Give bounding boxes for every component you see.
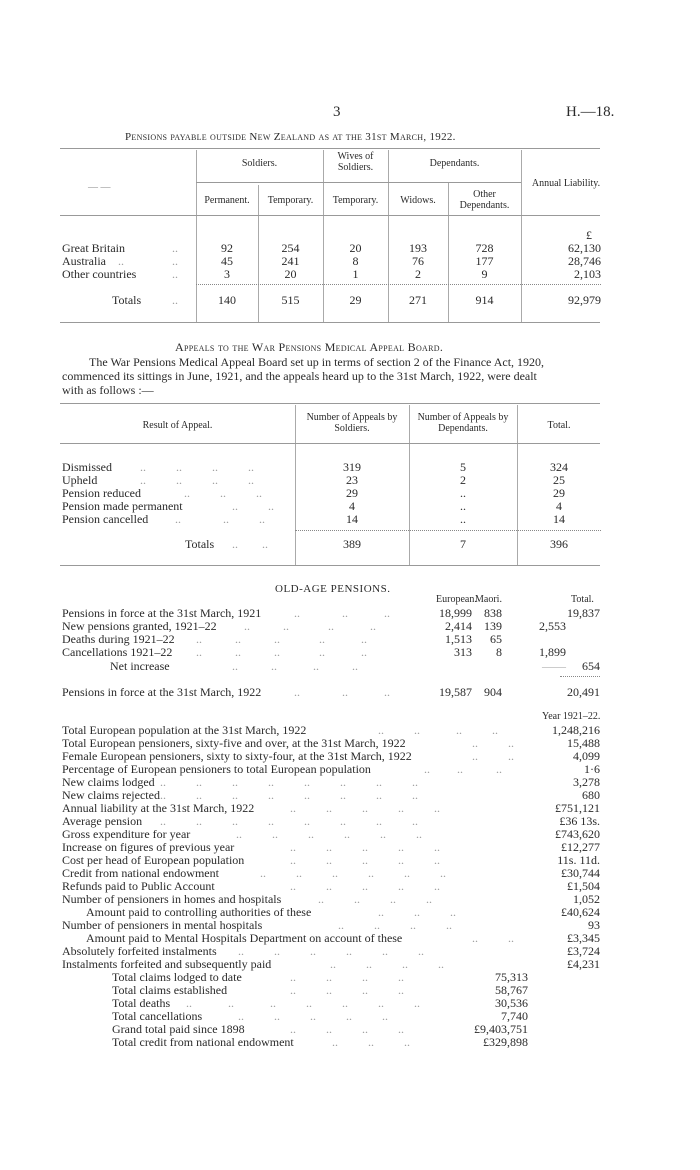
cell-temporary: 241: [281, 254, 300, 268]
cell-widows: 193: [409, 241, 427, 255]
cell-european: 18,999: [439, 606, 472, 620]
row-label: Pension made permanent: [62, 499, 183, 513]
cell-soldiers: 29: [346, 486, 358, 500]
totals-label: Totals: [185, 537, 215, 551]
list-item: New claims rejected .. .. .. .. .. .. .. .. 680: [62, 788, 600, 802]
stat-value: £36 13s.: [559, 814, 600, 828]
cell-annual: 2,103: [574, 267, 601, 281]
list-item: Credit from national endowment .. .. .. .. .. .. £30,744: [62, 866, 600, 880]
list-item: Total claims established .. .. .. .. 58,767: [112, 983, 528, 997]
stat-value: £4,231: [567, 957, 600, 971]
list-item: Gross expenditure for year .. .. .. .. .. .. £743,620: [62, 827, 600, 841]
cell-maori: 139: [484, 619, 502, 633]
stat-value: £12,277: [561, 840, 600, 854]
list-item: Annual liability at the 31st March, 1922 .. .. .. .. .. £751,121: [62, 801, 600, 815]
appeals-paragraph-line-1: The War Pensions Medical Appeal Board set up in terms of section 2 of the Finance Act, 1920,: [89, 355, 545, 369]
cell-permanent: 3: [224, 267, 230, 281]
cell-wives: 1: [352, 267, 359, 281]
table-row: Pensions in force at the 31st March, 1922 .. .. .. 19,587 904 20,491: [62, 685, 600, 699]
table-row: Net increase .. .. .. .. —— 654: [110, 659, 600, 673]
cell-other: 9: [481, 267, 488, 281]
cell-other: 177: [475, 254, 494, 268]
stat-label: Total European population at the 31st March, 1922: [62, 723, 307, 737]
cell-wives: 20: [349, 241, 362, 255]
stat-label: New claims lodged: [62, 775, 155, 789]
cell-total: 19,837: [567, 606, 600, 620]
cell-soldiers: 4: [349, 499, 355, 513]
cell-maori: 8: [496, 645, 502, 659]
total-wives: 29: [349, 293, 362, 307]
total-header: Total.: [571, 594, 594, 605]
cell-total: 324: [550, 460, 568, 474]
stat-cumulative: 58,767: [495, 983, 528, 997]
wives-group-header: Wives of Soldiers.: [337, 151, 374, 173]
list-item: Absolutely forfeited instalments .. .. .. .. .. .. £3,724: [62, 944, 600, 958]
list-item: Number of pensioners in homes and hospitals .. .. .. .. 1,052: [62, 892, 600, 906]
total-annual: 92,979: [568, 293, 601, 307]
totals-label: Totals: [112, 293, 142, 307]
cell-total: 25: [553, 473, 565, 487]
dependants-group-header: Dependants.: [429, 158, 480, 169]
stat-value: 680: [582, 788, 600, 802]
cell-european: 19,587: [439, 685, 472, 699]
stat-value: 15,488: [567, 736, 600, 750]
cell-dependants: ..: [460, 499, 466, 513]
old-age-title: OLD-AGE PENSIONS.: [275, 583, 391, 595]
annual-liability-header: Annual Liability.: [531, 178, 601, 189]
list-item: Refunds paid to Public Account .. .. .. .. .. £1,504: [62, 879, 600, 893]
cell-widows: 76: [412, 254, 424, 268]
stub-dash: — —: [88, 182, 111, 193]
appeals-title: Appeals to the War Pensions Medical Appeal Board.: [175, 340, 444, 354]
widows-header: Widows.: [400, 195, 436, 206]
pensions-outside-title: Pensions payable outside New Zealand as at the 31st March, 1922.: [125, 131, 456, 143]
row-label: New pensions granted, 1921–22: [62, 619, 217, 633]
stat-label: Grand total paid since 1898: [112, 1022, 245, 1036]
list-item: Female European pensioners, sixty to sixty-four, at the 31st March, 1922 .. .. 4,099: [62, 749, 600, 763]
table-row: Australia .. .. 45 241 8 76 177 28,746: [62, 254, 601, 268]
document-reference: H.—18.: [566, 104, 615, 120]
list-item: Percentage of European pensioners to total European population .. .. .. 1·6: [62, 762, 600, 776]
cell-total: 29: [553, 486, 565, 500]
stat-label: Instalments forfeited and subsequently paid: [62, 957, 272, 971]
cell-subtotal: 1,899: [539, 645, 566, 659]
list-item: Instalments forfeited and subsequently paid .. .. .. .. £4,231: [62, 957, 600, 971]
stat-label: Female European pensioners, sixty to sixty-four, at the 31st March, 1922: [62, 749, 412, 763]
appeals-total-header: Total.: [547, 420, 571, 431]
row-label: Pensions in force at the 31st March, 1921: [62, 606, 262, 620]
appeals-paragraph-line-3: with as follows :—: [62, 383, 154, 397]
cell-dependants: 2: [460, 473, 466, 487]
list-item: Increase on figures of previous year .. .. .. .. .. £12,277: [62, 840, 600, 854]
cell-temporary: 254: [281, 241, 300, 255]
row-label: Deaths during 1921–22: [62, 632, 175, 646]
table-row: Upheld .. .. .. .. 23 2 25: [0, 473, 700, 486]
total-permanent: 140: [218, 293, 236, 307]
stat-label: Increase on figures of previous year: [62, 840, 235, 854]
cell-maori: 65: [490, 632, 502, 646]
list-item: Total deaths .. .. .. .. .. .. .. 30,536: [112, 996, 528, 1010]
total-other: 914: [475, 293, 494, 307]
cell-total: 20,491: [567, 685, 600, 699]
result-of-appeal-header: Result of Appeal.: [142, 420, 213, 431]
stat-value: 1·6: [584, 762, 600, 776]
stat-value: £30,744: [561, 866, 600, 880]
stat-value: 1,052: [573, 892, 600, 906]
row-label: Great Britain: [62, 241, 125, 255]
table-row: Pension reduced .. .. .. 29 .. 29: [0, 486, 700, 499]
total-dependants: 7: [460, 537, 466, 551]
cell-widows: 2: [415, 267, 421, 281]
temporary-header: Temporary.: [267, 195, 314, 206]
cell-dependants: ..: [460, 486, 466, 500]
row-label: Pensions in force at the 31st March, 1922: [62, 685, 262, 699]
list-item: Grand total paid since 1898 .. .. .. .. £9,403,751: [112, 1022, 528, 1036]
list-item: Total European population at the 31st March, 1922 .. .. .. .. 1,248,216: [62, 723, 600, 737]
stat-label: Amount paid to Mental Hospitals Department on account of these: [86, 931, 403, 945]
total-soldiers: 389: [343, 537, 361, 551]
stat-value: £40,624: [561, 905, 600, 919]
row-label: Australia: [62, 254, 106, 268]
stat-value: 93: [588, 918, 600, 932]
stat-label: Total deaths: [112, 996, 171, 1010]
other-dependants-header: Other Dependants.: [459, 189, 510, 211]
list-item: Cost per head of European population .. .. .. .. .. 11s. 11d.: [62, 853, 600, 867]
stat-cumulative: 30,536: [495, 996, 528, 1010]
cell-annual: 62,130: [568, 241, 601, 255]
row-label: Cancellations 1921–22: [62, 645, 173, 659]
row-label: Other countries: [62, 267, 137, 281]
cell-european: 313: [454, 645, 472, 659]
cell-soldiers: 319: [343, 460, 361, 474]
cell-dependants: 5: [460, 460, 466, 474]
table-row: Pension cancelled .. .. .. 14 .. 14: [0, 512, 700, 525]
row-label: Upheld: [62, 473, 98, 487]
appeals-by-soldiers-header: Number of Appeals by Soldiers.: [306, 412, 398, 434]
wives-temporary-header: Temporary.: [332, 195, 379, 206]
cell-subtotal: 2,553: [539, 619, 566, 633]
stat-label: Refunds paid to Public Account: [62, 879, 215, 893]
cell-total: 14: [553, 512, 565, 526]
list-item: Total credit from national endowment .. .. .. £329,898: [112, 1035, 528, 1049]
cell-total: 4: [556, 499, 562, 513]
table-row: Deaths during 1921–22 .. .. .. .. .. 1,513 65: [62, 632, 502, 646]
table-row: New pensions granted, 1921–22 .. .. .. .. 2,414 139 2,553: [62, 619, 566, 633]
cell-soldiers: 23: [346, 473, 358, 487]
row-label: Pension reduced: [62, 486, 141, 500]
table-row: Dismissed .. .. .. .. 319 5 324: [0, 460, 700, 473]
row-label: Net increase: [110, 659, 170, 673]
table-row: Pension made permanent .. .. 4 .. 4: [0, 499, 700, 512]
stat-label: Gross expenditure for year: [62, 827, 191, 841]
cell-maori: 904: [484, 685, 502, 699]
stat-value: £3,345: [567, 931, 600, 945]
table-row: Other countries .. 3 20 1 2 9 2,103: [62, 267, 601, 281]
table-row: Cancellations 1921–22 .. .. .. .. .. 313 8 1,899: [62, 645, 566, 659]
stat-label: Total claims established: [112, 983, 228, 997]
list-item: Amount paid to Mental Hospitals Department on account of these .. .. £3,345: [86, 931, 600, 945]
totals-row: Totals .. .. 389 7 396: [0, 537, 700, 550]
total-all: 396: [550, 537, 568, 551]
cell-soldiers: 14: [346, 512, 358, 526]
appeals-by-dependants-header: Number of Appeals by Dependants.: [417, 412, 509, 434]
stat-label: Total claims lodged to date: [112, 970, 242, 984]
permanent-header: Permanent.: [204, 195, 250, 206]
totals-row: Totals .. 140 515 29 271 914 92,979: [112, 293, 601, 307]
stat-value: £1,504: [567, 879, 600, 893]
stat-label: Percentage of European pensioners to total European population: [62, 762, 371, 776]
stat-value: £751,121: [555, 801, 600, 815]
stat-label: Cost per head of European population: [62, 853, 245, 867]
year-header: Year 1921–22.: [542, 711, 601, 722]
stat-label: Credit from national endowment: [62, 866, 219, 880]
stat-cumulative: 75,313: [495, 970, 528, 984]
stat-value: 4,099: [573, 749, 600, 763]
cell-other: 728: [475, 241, 494, 255]
cell-permanent: 45: [221, 254, 233, 268]
list-item: New claims lodged .. .. .. .. .. .. .. .. 3,278: [62, 775, 600, 789]
cell-permanent: 92: [221, 241, 233, 255]
cell-subtotal: ——: [542, 659, 566, 673]
cell-total: 654: [582, 659, 600, 673]
list-item: Number of pensioners in mental hospitals .. .. .. .. 93: [62, 918, 600, 932]
european-header: European.: [436, 594, 477, 605]
appeals-paragraph-line-2: commenced its sittings in June, 1921, and the appeals heard up to the 31st March, 1922, were dealt: [62, 369, 537, 383]
stat-label: Average pension: [62, 814, 143, 828]
cell-temporary: 20: [284, 267, 297, 281]
row-label: Pension cancelled: [62, 512, 149, 526]
stat-label: Total cancellations: [112, 1009, 203, 1023]
stat-label: Number of pensioners in homes and hospitals: [62, 892, 282, 906]
cell-dependants: ..: [460, 512, 466, 526]
list-item: Total European pensioners, sixty-five and over, at the 31st March, 1922 .. .. 15,488: [62, 736, 600, 750]
list-item: Total claims lodged to date .. .. .. .. 75,313: [112, 970, 528, 984]
stat-label: Annual liability at the 31st March, 1922: [62, 801, 255, 815]
stat-label: New claims rejected: [62, 788, 160, 802]
maori-header: Maori.: [475, 594, 502, 605]
list-item: Amount paid to controlling authorities of these .. .. .. £40,624: [86, 905, 600, 919]
stat-cumulative: 7,740: [501, 1009, 528, 1023]
stat-label: Number of pensioners in mental hospitals: [62, 918, 263, 932]
table-row: Pensions in force at the 31st March, 1921 .. .. .. 18,999 838 19,837: [62, 606, 600, 620]
currency-symbol: £: [586, 228, 592, 242]
cell-european: 2,414: [445, 619, 472, 633]
stat-label: Amount paid to controlling authorities of these: [86, 905, 312, 919]
row-label: Dismissed: [62, 460, 113, 474]
list-item: Average pension .. .. .. .. .. .. .. .. £36 13s.: [62, 814, 600, 828]
table-row: Great Britain .. 92 254 20 193 728 62,130: [62, 241, 601, 255]
stat-value: £743,620: [555, 827, 600, 841]
total-temporary: 515: [281, 293, 300, 307]
stat-value: 11s. 11d.: [557, 853, 600, 867]
stat-value: £3,724: [567, 944, 600, 958]
stat-cumulative: £9,403,751: [474, 1022, 528, 1036]
list-item: Total cancellations .. .. .. .. .. 7,740: [112, 1009, 528, 1023]
cell-european: 1,513: [445, 632, 472, 646]
total-widows: 271: [409, 293, 427, 307]
stat-label: Total European pensioners, sixty-five and over, at the 31st March, 1922: [62, 736, 406, 750]
stat-value: 1,248,216: [552, 723, 600, 737]
cell-maori: 838: [484, 606, 502, 620]
stat-cumulative: £329,898: [483, 1035, 528, 1049]
cell-annual: 28,746: [568, 254, 601, 268]
soldiers-group-header: Soldiers.: [241, 158, 278, 169]
stat-label: Absolutely forfeited instalments: [62, 944, 217, 958]
stat-value: 3,278: [573, 775, 600, 789]
stat-label: Total credit from national endowment: [112, 1035, 294, 1049]
cell-wives: 8: [352, 254, 359, 268]
page-number: 3: [333, 104, 341, 120]
